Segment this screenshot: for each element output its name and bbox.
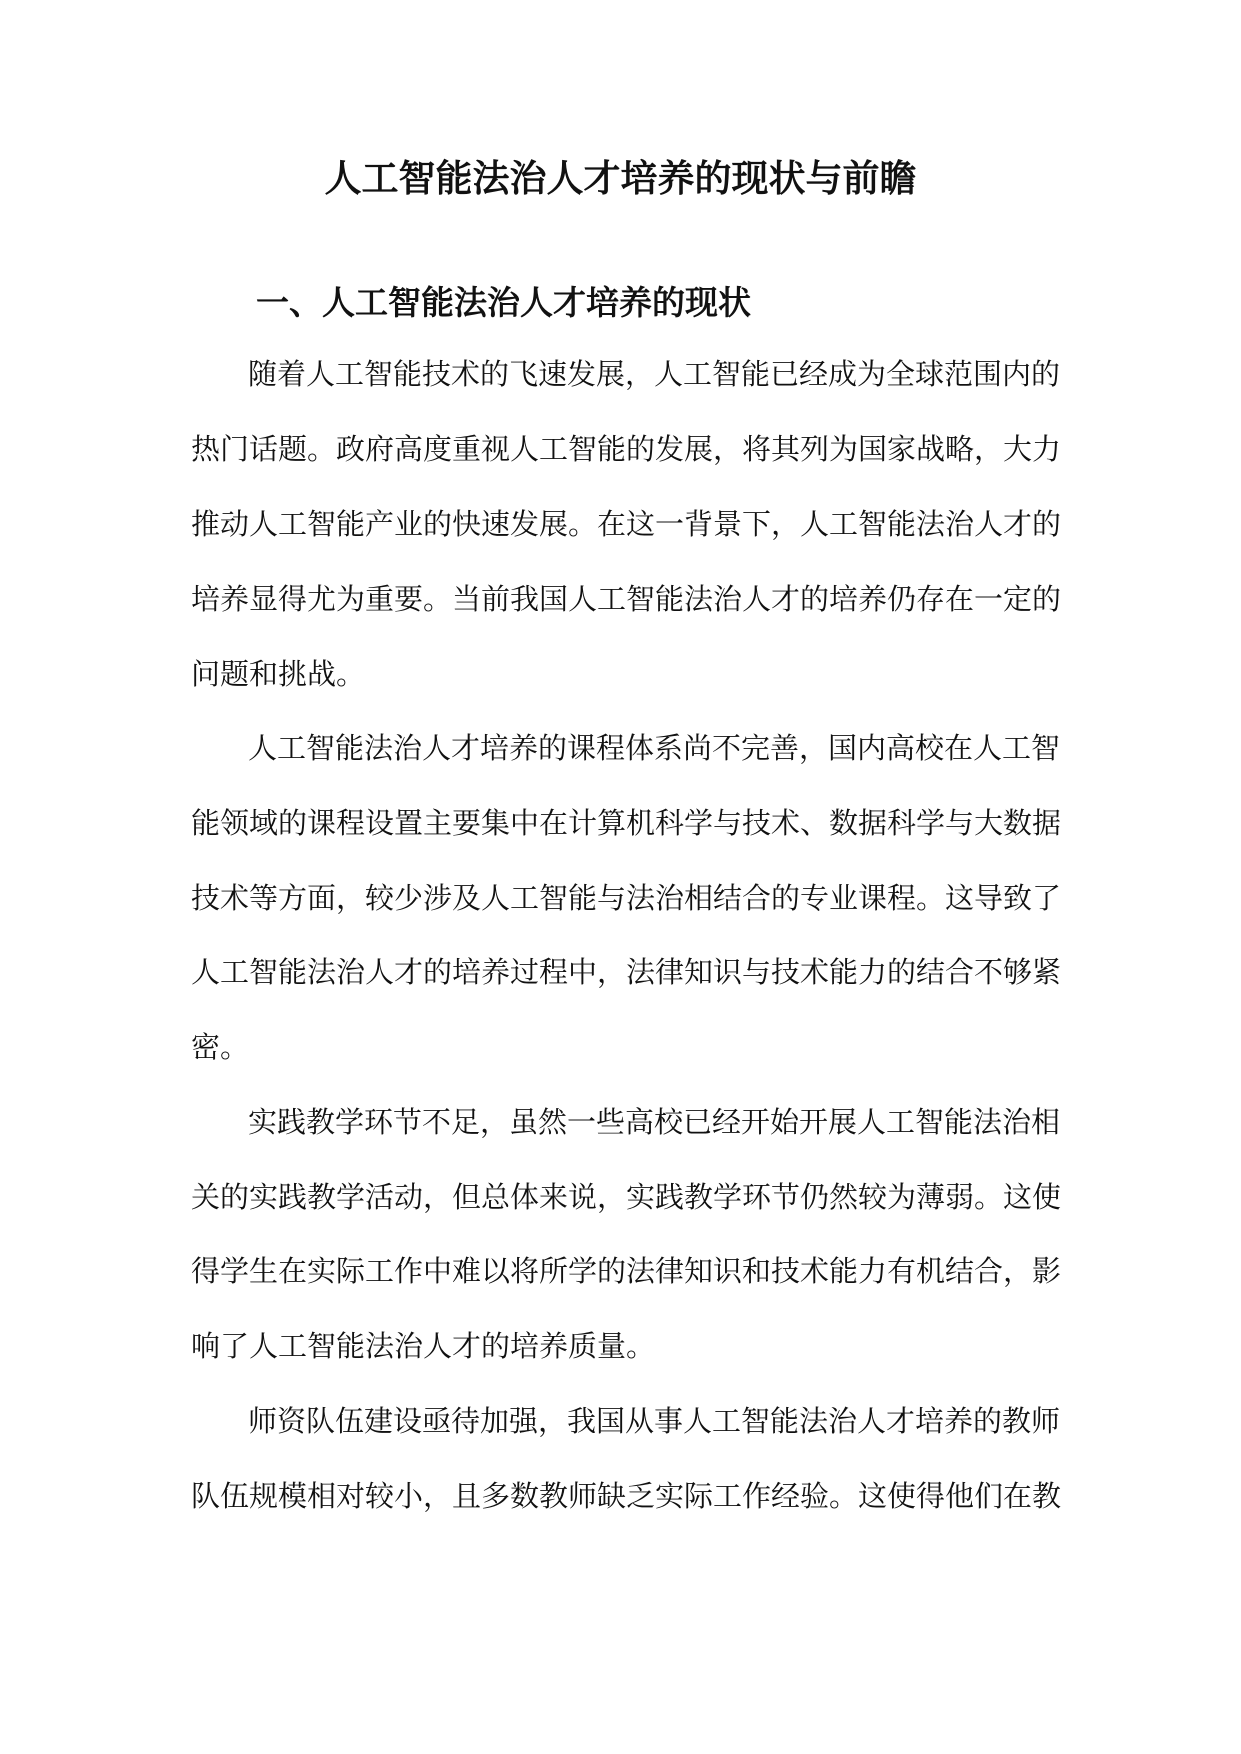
paragraph-4-line-2: 队伍规模相对较小，且多数教师缺乏实际工作经验。这使得他们在教 [191, 1479, 1062, 1513]
paragraph-3-line-4: 响了人工智能法治人才的培养质量。 [191, 1329, 656, 1363]
paragraph-1-line-5: 问题和挑战。 [191, 657, 366, 691]
paragraph-1-line-3: 推动人工智能产业的快速发展。在这一背景下，人工智能法治人才的 [191, 507, 1062, 541]
paragraph-3-line-1: 实践教学环节不足，虽然一些高校已经开始开展人工智能法治相 [248, 1105, 1061, 1139]
paragraph-1-line-2: 热门话题。政府高度重视人工智能的发展，将其列为国家战略，大力 [191, 432, 1062, 466]
paragraph-2-line-4: 人工智能法治人才的培养过程中，法律知识与技术能力的结合不够紧 [191, 955, 1062, 989]
paragraph-2-line-5: 密。 [191, 1030, 250, 1064]
section-heading: 一、人工智能法治人才培养的现状 [256, 283, 751, 322]
paragraph-2-line-1: 人工智能法治人才培养的课程体系尚不完善，国内高校在人工智 [248, 731, 1061, 765]
paragraph-2-line-3: 技术等方面，较少涉及人工智能与法治相结合的专业课程。这导致了 [191, 881, 1062, 915]
paragraph-3-line-3: 得学生在实际工作中难以将所学的法律知识和技术能力有机结合，影 [191, 1254, 1062, 1288]
paragraph-1-line-4: 培养显得尤为重要。当前我国人工智能法治人才的培养仍存在一定的 [191, 582, 1062, 616]
paragraph-3-line-2: 关的实践教学活动，但总体来说，实践教学环节仍然较为薄弱。这使 [191, 1180, 1062, 1214]
paragraph-1-line-1: 随着人工智能技术的飞速发展，人工智能已经成为全球范围内的 [248, 357, 1061, 391]
paragraph-2-line-2: 能领域的课程设置主要集中在计算机科学与技术、数据科学与大数据 [191, 806, 1062, 840]
document-title: 人工智能法治人才培养的现状与前瞻 [324, 156, 917, 200]
paragraph-4-line-1: 师资队伍建设亟待加强，我国从事人工智能法治人才培养的教师 [248, 1404, 1061, 1438]
